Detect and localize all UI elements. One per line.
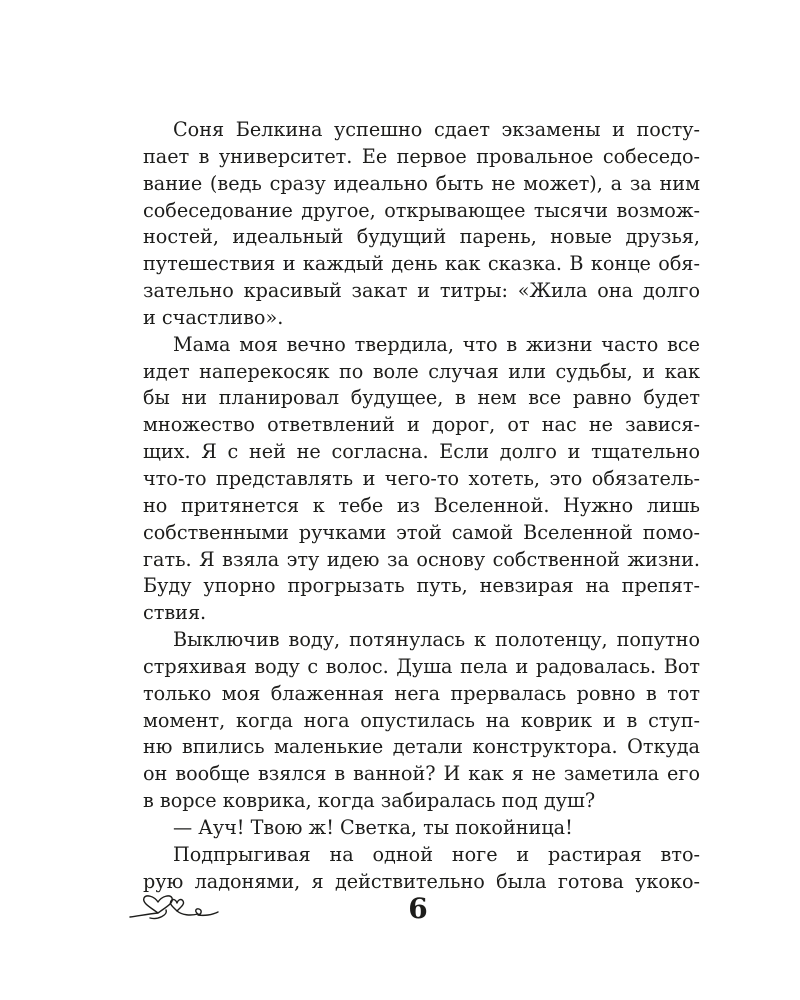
page-number: 6 <box>408 892 428 925</box>
text-line: зательно красивый закат и титры: «Жила она долго <box>143 279 700 303</box>
text-line: Выключив воду, потянулась к полотенцу, попутно <box>173 628 700 652</box>
text-line: идет наперекосяк по воле случая или судьбы, и как <box>143 359 700 383</box>
text-line: — Ауч! Твою ж! Светка, ты покойница! <box>173 815 573 839</box>
text-line: и счастливо». <box>143 305 284 329</box>
text-line: момент, когда нога опустилась на коврик и в ступ- <box>143 708 700 732</box>
text-line: ствия. <box>143 601 207 625</box>
text-line: он вообще взялся в ванной? И как я не заметила его <box>143 762 700 786</box>
text-line: Буду упорно прогрызать путь, невзирая на препят- <box>143 574 700 598</box>
text-line: собеседование другое, открывающее тысячи возмож- <box>143 198 700 222</box>
text-line: рую ладонями, я действительно была готова укоко- <box>143 869 700 893</box>
hearts-flourish-icon <box>128 893 220 925</box>
text-line: вание (ведь сразу идеально быть не может), а за ним <box>143 171 700 195</box>
text-line: Соня Белкина успешно сдает экзамены и посту- <box>173 118 700 141</box>
text-line: Подпрыгивая на одной ноге и растирая вто- <box>173 842 700 866</box>
text-line: множество ответвлений и дорог, от нас не завися- <box>143 413 700 437</box>
text-line: собственными ручками этой самой Вселенной помо- <box>143 520 700 544</box>
body-text <box>143 117 700 895</box>
text-line: Мама моя вечно твердила, что в жизни часто все <box>173 332 700 356</box>
text-line: ню впились маленькие детали конструктора. Откуда <box>143 735 700 759</box>
text-line: бы ни планировал будущее, в нем все равно будет <box>143 386 700 410</box>
text-line: только моя блаженная нега прервалась ровно в тот <box>143 681 700 705</box>
text-line: стряхивая воду с волос. Душа пела и радовалась. Вот <box>143 654 700 678</box>
text-line: ностей, идеальный будущий парень, новые друзья, <box>143 225 700 249</box>
text-line: щих. Я с ней не согласна. Если долго и тщательно <box>143 440 700 464</box>
text-line: гать. Я взяла эту идею за основу собственной жизни. <box>143 547 700 571</box>
text-line: пает в университет. Ее первое провальное собеседо- <box>143 144 700 168</box>
text-line: путешествия и каждый день как сказка. В конце обя- <box>143 252 700 276</box>
text-line: что-то представлять и чего-то хотеть, это обязатель- <box>143 466 700 490</box>
text-line: в ворсе коврика, когда забиралась под душ? <box>143 789 596 813</box>
text-line: но притянется к тебе из Вселенной. Нужно лишь <box>143 493 700 517</box>
